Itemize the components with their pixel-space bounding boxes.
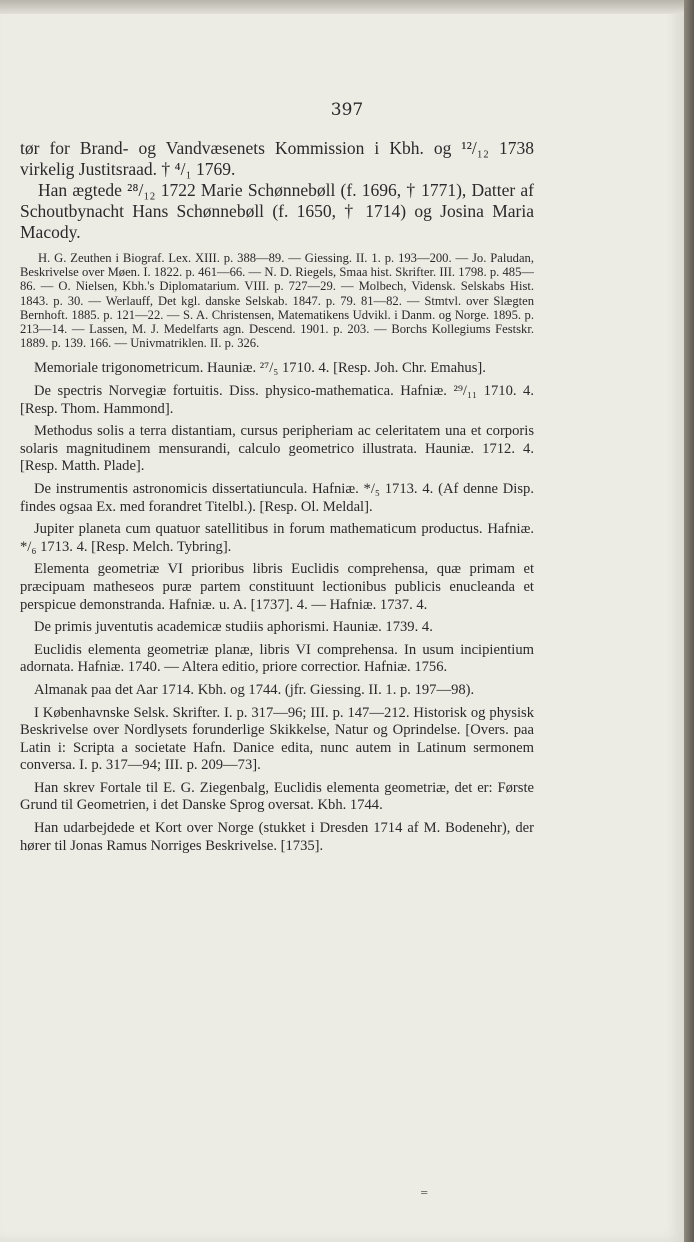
- work-entry: Han udarbejdede et Kort over Norge (stukket i Dresden 1714 af M. Bodenehr), der hører til Jonas Ramus Norriges Beskrivelse. [1735].: [20, 820, 534, 854]
- work-entry: Euclidis elementa geometriæ planæ, libris VI comprehensa. In usum incipientium adornata. Hafniæ. 1740. — Altera editio, priore correctior. Hafniæ. 1756.: [20, 641, 534, 676]
- page-top-edge: [0, 0, 694, 14]
- work-entry: Jupiter planeta cum quatuor satellitibus in forum mathematicum productus. Hafniæ. */₆ 1713. 4. [Resp. Melch. Tybring].: [20, 521, 534, 555]
- work-entry: De spectris Norvegiæ fortuitis. Diss. physico-mathematica. Hafniæ. ²⁹/₁₁ 1710. 4. [Resp. Thom. Hammond].: [20, 383, 534, 417]
- references-paragraph: H. G. Zeuthen i Biograf. Lex. XIII. p. 388—89. — Giessing. II. 1. p. 193—200. — Jo. Paludan, Beskrivelse over Møen. I. 1822. p. 461—66. — N. D. Riegels, Smaa hist. Skrifter. III. 1798. p. 485—86. — O. Nielsen, Kbh.'s Diplomatarium. VIII. p. 727—29. — Molbech, Vidensk. Selskabs Hist. 1843. p. 30. — Werlauff, Det kgl. danske Selskab. 1847. p. 79. 81—82. — Stmtvl. over Slægten Bernhoft. 1885. p. 121—22. — S. A. Christensen, Matematikens Udvikl. i Danm. og Norge. 1895. p. 213—14. — Lassen, M. J. Medelfarts agn. Descend. 1901. p. 203. — Borchs Kollegiums Festskr. 1889. p. 139. 166. — Univmatriklen. II. p. 326.: [20, 251, 534, 351]
- footer-mark: =: [420, 1188, 429, 1199]
- bio-paragraph: Han ægtede ²⁸/₁₂ 1722 Marie Schønnebøll (f. 1696, † 1771), Datter af Schoutbynacht Hans Schønnebøll (f. 1650, † 1714) og Josina Maria Macody.: [20, 180, 534, 242]
- work-entry: I Københavnske Selsk. Skrifter. I. p. 317—96; III. p. 147—212. Historisk og physisk Beskrivelse over Nordlysets forunderlige Skikkelse, Natur og Oprindelse. [Overs. paa Latin i: Scripta a societate Hafn. Danice edita, nunc autem in Latinum sermonem conversa. I. p. 317—94; III. p. 209—73].: [20, 704, 534, 774]
- page-binding-edge: [684, 0, 694, 1242]
- work-entry: Memoriale trigonometricum. Hauniæ. ²⁷/₅ 1710. 4. [Resp. Joh. Chr. Emahus].: [34, 360, 486, 377]
- page-content: [20, 138, 534, 860]
- work-entry: Methodus solis a terra distantiam, cursus peripheriam ac celeritatem una et corporis solaris magnitudinem mensurandi, calculo geometrico illustrata. Hauniæ. 1712. 4. [Resp. Matth. Plade].: [20, 423, 534, 475]
- work-entry: De instrumentis astronomicis dissertatiuncula. Hafniæ. */₅ 1713. 4. (Af denne Disp. findes ogsaa Ex. med forandret Titelbl.). [Resp. Ol. Meldal].: [20, 480, 534, 515]
- work-entry: De primis juventutis academicæ studiis aphorismi. Hauniæ. 1739. 4.: [34, 619, 433, 636]
- work-entry: Han skrev Fortale til E. G. Ziegenbalg, Euclidis elementa geometriæ, det er: Første Grund til Geometrien, i det Danske Sprog oversat. Kbh. 1744.: [20, 779, 534, 814]
- bio-paragraph: tør for Brand- og Vandvæsenets Kommission i Kbh. og ¹²/₁₂ 1738 virkelig Justitsraad. † ⁴/₁ 1769.: [20, 138, 534, 179]
- work-entry: Almanak paa det Aar 1714. Kbh. og 1744. (jfr. Giessing. II. 1. p. 197—98).: [34, 681, 475, 698]
- work-entry: Elementa geometriæ VI prioribus libris Euclidis comprehensa, quæ primam et præcipuam matheseos puræ partem constituunt lectionibus publicis enucleanda et perspicue demonstranda. Hafniæ. u. A. [1737]. 4. — Hafniæ. 1737. 4.: [20, 561, 534, 613]
- page-number: 397: [330, 100, 364, 120]
